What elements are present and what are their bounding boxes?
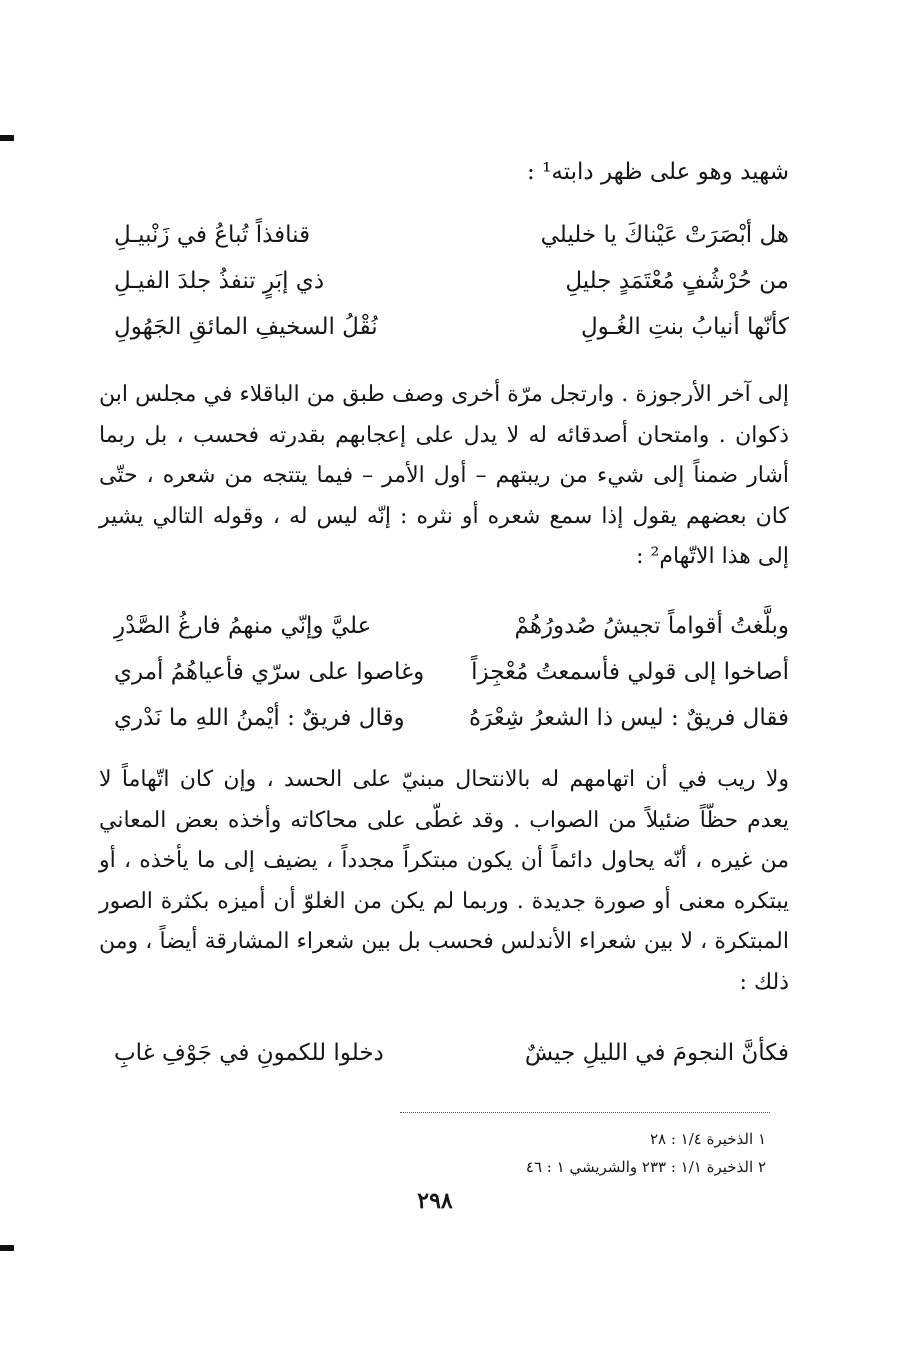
verse-first-hemistich: فكأنَّ النجومَ في الليلِ جيشٌ: [524, 1040, 789, 1066]
verse-second-hemistich: وغاصوا على سرّي فأعياهُمُ أمري: [114, 659, 425, 685]
verse-second-hemistich: دخلوا للكمونِ في جَوْفِ غابِ: [114, 1040, 384, 1066]
paragraph-1: إلى آخر الأرجوزة . وارتجل مرّة أخرى وصف طبق من الباقلاء في مجلس ابن ذكوان . وامتحان أصدقائه له لا يدل على إعجابهم بقدرته فحسب ، بل ربما أشار ضمناً إلى شيء من ريبتهم – أول الأمر – فيما يتتجه من شعره ، حتّى كان بعضهم يقول إذا سمع شعره أو نثره : إنّه ليس له ، وقوله التالي يشير إلى هذا الاتّهام² :: [99, 382, 789, 569]
verse-row: [114, 212, 789, 258]
intro-line: شهيد وهو على ظهر دابته¹ :: [527, 159, 789, 185]
verse-second-hemistich: ذي إبَرٍ تنفذُ جلدَ الفيـلِ: [114, 268, 325, 294]
verse-second-hemistich: وقال فريقٌ : أيْمنُ اللهِ ما نَدْري: [114, 705, 405, 731]
verse-second-hemistich: عليَّ وإنّي منهمُ فارغُ الصَّدْرِ: [114, 613, 372, 639]
verse-row: [114, 649, 789, 695]
verse-second-hemistich: نُقْلُ السخيفِ المائقِ الجَهُولِ: [114, 314, 378, 340]
verse-first-hemistich: هل أبْصَرَتْ عَيْناكَ يا خليلي: [540, 222, 789, 248]
poem-1: [114, 212, 789, 350]
verse-first-hemistich: كأنّها أنيابُ بنتِ الغُـولِ: [580, 314, 789, 340]
verse-first-hemistich: من حُرْشُفٍ مُعْتَمَدٍ جليلِ: [565, 268, 789, 294]
verse-row: [114, 695, 789, 741]
verse-second-hemistich: قنافذاً تُباعُ في زَنْبيـلِ: [114, 222, 311, 248]
scan-edge-mark-top: [0, 135, 14, 141]
verse-row: [114, 304, 789, 350]
verse-row: [114, 603, 789, 649]
verse-first-hemistich: أصاخوا إلى قولي فأسمعتُ مُعْجِزاً: [471, 659, 789, 685]
paragraph-2: ولا ريب في أن اتهامهم له بالانتحال مبنيّ على الحسد ، وإن كان اتّهاماً لا يعدم حظّاً ضئيلاً من الصواب . وقد غطّى على محاكاته وأخذه بعض المعاني من غيره ، أنّه يحاول دائماً أن يكون مبتكراً مجدداً ، يضيف إلى ما يأخذه ، أو يبتكره معنى أو صورة جديدة . وربما لم يكن من الغلوّ أن أميزه بكثرة الصور المبتكرة ، لا بين شعراء الأندلس فحسب بل بين شعراء المشارقة أيضاً ، ومن ذلك :: [99, 767, 789, 995]
page-number: ٢٩٨: [417, 1188, 453, 1214]
scan-edge-mark-bottom: [0, 1245, 14, 1251]
verse-row: [114, 258, 789, 304]
poem-3: [114, 1030, 789, 1076]
verse-first-hemistich: فقال فريقٌ : ليس ذا الشعرُ شِعْرَهُ: [469, 705, 789, 731]
verse-row: [114, 1030, 789, 1076]
poem-2: [114, 603, 789, 741]
footnote-1: ١ الذخيرة ١/٤ : ٢٨: [649, 1130, 766, 1148]
verse-first-hemistich: وبلَّغتُ أقواماً تجيشُ صُدورُهُمْ: [514, 613, 789, 639]
footnote-divider: [400, 1112, 770, 1113]
footnotes: [166, 1125, 766, 1181]
footnote-2: ٢ الذخيرة ١/١ : ٢٣٣ والشريشي ١ : ٤٦: [525, 1158, 766, 1176]
